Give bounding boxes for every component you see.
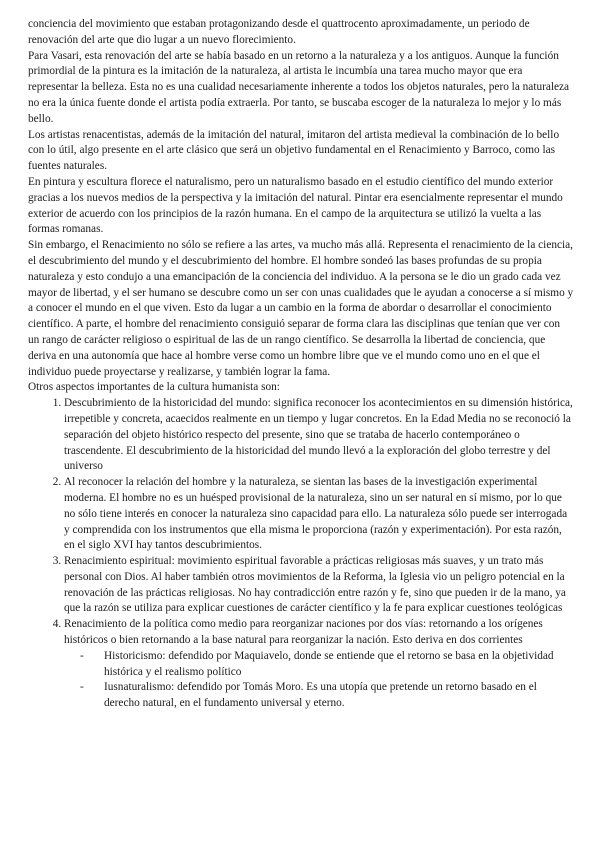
- list-item-text: Al reconocer la relación del hombre y la naturaleza, se sientan las bases de la investigación experimental moderna. El hombre no es un huésped provisional de la naturaleza, sino un ser natural en sí mismo, por lo que no sólo tiene interés en conocer la naturaleza sino capacidad para ello. La naturaleza sólo puede ser interrogada y comprendida con los instrumentos que ella misma le proporciona (razón y experimentación). Por esta razón, en el siglo XVI hay tantos descubrimientos.: [64, 476, 568, 552]
- paragraph-naturalism: En pintura y escultura florece el naturalismo, pero un naturalismo basado en el estudio científico del mundo exterior gracias a los nuevos medios de la perspectiva y la imitación del natural. Pintar era esencialmente representar el mundo exterior de acuerdo con los principios de la razón humana. En el campo de la arquitectura se utilizó la vuelta a las formas romanas.: [28, 175, 563, 236]
- list-item: [64, 396, 574, 475]
- dash-bullet: -: [80, 649, 84, 662]
- list-item-text: Renacimiento de la política como medio para reorganizar naciones por dos vías: retornando a los orígenes históricos o bien retornando a la base natural para reorganizar la nación. Esto deriva en dos corrientes: [64, 618, 543, 647]
- sub-list-item: [64, 680, 574, 712]
- paragraph-vasari: Para Vasari, esta renovación del arte se había basado en un retorno a la naturaleza y a los antiguos. Aunque la función primordial de la pintura es la imitación de la naturaleza, al artista le incumbía una tarea mucho mayor que era representar la belleza. Esta no es una cualidad necesariamente inherente a todos los objetos naturales, pero la naturaleza no era la única fuente donde el artista podía extraerla. Por tanto, se buscaba escoger de la naturaleza lo mejor y lo más bello.: [28, 49, 570, 125]
- paragraph-renaissance-artists: Los artistas renacentistas, además de la imitación del natural, imitaron del artista medieval la combinación de lo bello con lo útil, algo presente en el arte clásico que será un objetivo fundamental en el Renacimiento y Barroco, como las fuentes naturales.: [28, 128, 560, 173]
- list-item-text: Renacimiento espiritual: movimiento espiritual favorable a prácticas religiosas más suaves, y un trato más personal con Dios. Al haber también otros movimientos de la Reforma, la Iglesia vio un peligro potencial en la renovación de las prácticas religiosas. No hay contradicción entre razón y fe, sino que pueden ir de la mano, ya que la razón se utiliza para explicar cuestiones de carácter científico y la fe para explicar cuestiones teológicas: [64, 555, 566, 615]
- political-currents-list: [64, 649, 574, 712]
- document-page: [28, 17, 574, 712]
- sub-list-item-text: Iusnaturalismo: defendido por Tomás Moro. Es una utopía que pretende un retorno basado en el derecho natural, en el fundamento universal y eterno.: [104, 681, 537, 710]
- list-item: [64, 475, 574, 554]
- list-item: [64, 617, 574, 712]
- paragraph-list-intro: Otros aspectos importantes de la cultura humanista son:: [28, 381, 280, 394]
- dash-bullet: -: [80, 681, 84, 694]
- paragraph-science-and-man: Sin embargo, el Renacimiento no sólo se refiere a las artes, va mucho más allá. Representa el renacimiento de la ciencia, el descubrimiento del mundo y el descubrimiento del hombre. El hombre sondeó las bases profundas de su propia naturaleza y esto condujo a una emancipación de la conciencia del individuo. A la persona se le dio un grado cada vez mayor de libertad, y el ser humano se descubre como un ser con unas cualidades que le ayudan a conocerse a sí mismo y a conocer el mundo en el que viven. Esto da lugar a un cambio en la forma de abordar o desarrollar el conocimiento científico. A parte, el hombre del renacimiento consiguió separar de forma clara las disciplinas que tenían que ver con un rango de carácter religioso o espiritual de las de un rango científico. Se desarrolla la libertad de conciencia, que deriva en una autonomía que hace al hombre verse como un hombre libre que ve el mundo como uno en el que el individuo puede proyectarse y realizarse, y también lograr la fama.: [28, 239, 574, 378]
- humanist-aspects-list: [28, 396, 574, 712]
- sub-list-item: [64, 649, 574, 681]
- paragraph-renovation-intro: conciencia del movimiento que estaban protagonizando desde el quattrocento aproximadamente, un periodo de renovación del arte que dio lugar a un nuevo florecimiento.: [28, 18, 530, 46]
- sub-list-item-text: Historicismo: defendido por Maquiavelo, donde se entiende que el retorno se basa en la objetividad histórica y el realismo político: [104, 649, 554, 678]
- list-item-text: Descubrimiento de la historicidad del mundo: significa reconocer los acontecimientos en su dimensión histórica, irrepetible y concreta, acaecidos realmente en un tiempo y lugar concretos. En la Edad Media no se reconoció la separación del objeto histórico respecto del presente, sino que se trataba de hacerlo contemporáneo o trascendente. El descubrimiento de la historicidad del mundo llevó a la exploración del globo terrestre y del universo: [64, 397, 573, 473]
- list-item: [64, 554, 574, 617]
